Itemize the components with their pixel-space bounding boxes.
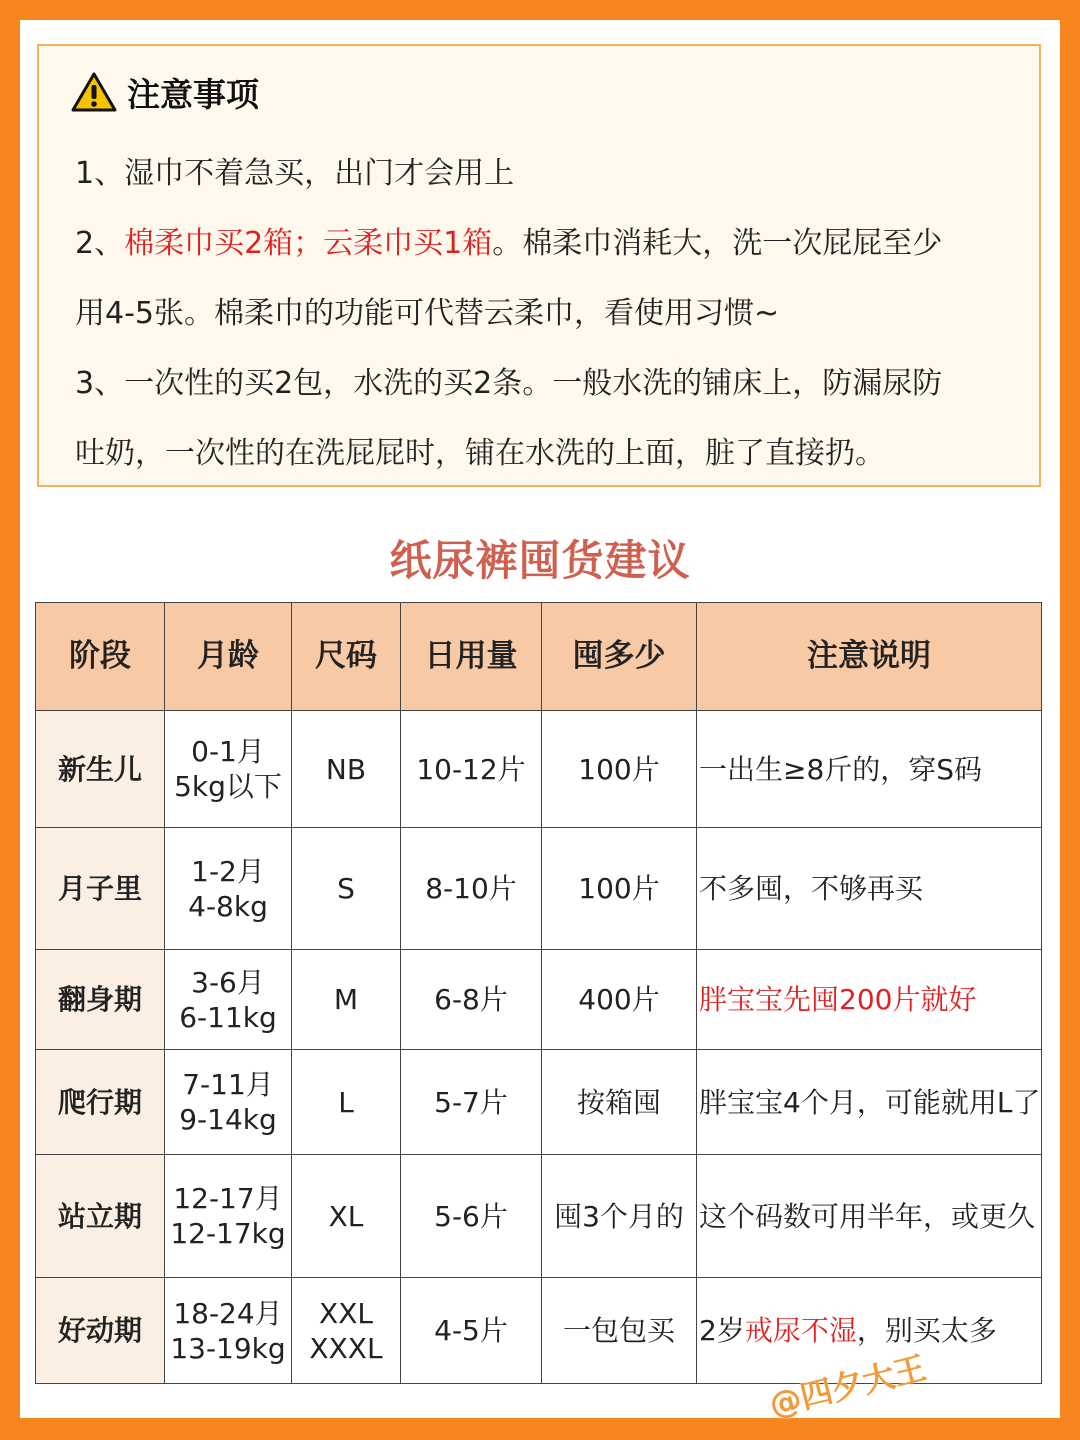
age-months: 18-24月 (173, 1296, 283, 1330)
note-highlight: 戒尿不湿 (744, 1314, 857, 1347)
cell-note (697, 1050, 1042, 1155)
age-weight: 4-8kg (188, 889, 268, 923)
age-months: 1-2月 (191, 854, 265, 888)
note-text: 胖宝宝4个月，可能就用L了 (699, 1085, 1041, 1119)
size-value: XXL (319, 1296, 373, 1330)
notice-box (37, 44, 1041, 487)
cell-note (697, 950, 1042, 1050)
age-months: 7-11月 (182, 1068, 274, 1101)
cell-stage: 翻身期 (36, 950, 165, 1050)
size-value: M (333, 983, 359, 1016)
age-weight: 6-11kg (179, 1000, 277, 1034)
cell-stock: 100片 (542, 711, 697, 828)
cell-size (292, 1050, 401, 1155)
cell-age (165, 1050, 292, 1155)
cell-age (165, 950, 292, 1050)
cell-daily: 6-8片 (401, 950, 542, 1050)
cell-stock: 按箱囤 (542, 1050, 697, 1155)
notice-item-2-rest: 。棉柔巾消耗大，洗一次屁屁至少 (492, 226, 943, 261)
cell-daily: 4-5片 (401, 1278, 542, 1384)
header-stock: 囤多少 (542, 603, 697, 711)
size-value-alt: XXXL (309, 1331, 383, 1365)
section-title: 纸尿裤囤货建议 (389, 536, 691, 585)
size-value: NB (325, 752, 367, 786)
table-row (36, 711, 1042, 828)
table-row (36, 1050, 1042, 1155)
cell-stock: 400片 (542, 950, 697, 1050)
cell-size (292, 950, 401, 1050)
author-watermark: @四夕大王 (765, 1348, 930, 1425)
cell-size (292, 828, 401, 950)
cell-size (292, 711, 401, 828)
cell-stock: 100片 (542, 828, 697, 950)
cell-stage: 爬行期 (36, 1050, 165, 1155)
cell-age (165, 1278, 292, 1384)
header-size: 尺码 (292, 603, 401, 711)
table-header-row (36, 603, 1042, 711)
header-stage: 阶段 (36, 603, 165, 711)
age-weight: 5kg以下 (174, 770, 282, 803)
notice-item-2 (75, 209, 1025, 279)
cell-note (697, 711, 1042, 828)
cell-size (292, 1278, 401, 1384)
cell-stage: 站立期 (36, 1155, 165, 1278)
age-months: 0-1月 (191, 735, 265, 768)
age-weight: 9-14kg (179, 1103, 277, 1136)
cell-age (165, 1155, 292, 1278)
diaper-stock-table (35, 602, 1042, 1384)
cell-size (292, 1155, 401, 1278)
cell-stage: 月子里 (36, 828, 165, 950)
note-text: 这个码数可用半年，或更久 (699, 1199, 1036, 1233)
cell-stage: 好动期 (36, 1278, 165, 1384)
cell-stage: 新生儿 (36, 711, 165, 828)
cell-note (697, 1155, 1042, 1278)
age-months: 3-6月 (191, 965, 265, 999)
size-value: L (338, 1085, 354, 1119)
note-text-rest: ，别买太多 (856, 1314, 997, 1347)
cell-daily: 10-12片 (401, 711, 542, 828)
notice-item-2-highlight: 棉柔巾买2箱；云柔巾买1箱 (124, 226, 493, 261)
notice-item-3-cont: 吐奶，一次性的在洗屁屁时，铺在水洗的上面，脏了直接扔。 (75, 436, 885, 471)
cell-age (165, 828, 292, 950)
notice-item-2-cont: 用4-5张。棉柔巾的功能可代替云柔巾，看使用习惯~ (75, 296, 780, 331)
header-note: 注意说明 (697, 603, 1042, 711)
notice-body (75, 139, 1025, 489)
note-text: 不多囤，不够再买 (699, 872, 924, 905)
cell-note (697, 828, 1042, 950)
age-weight: 12-17kg (170, 1217, 286, 1250)
notice-header (71, 68, 259, 116)
cell-age (165, 711, 292, 828)
size-value: XL (328, 1199, 364, 1233)
warning-icon (71, 71, 117, 113)
notice-item-3: 3、一次性的买2包，水洗的买2条。一般水洗的铺床上，防漏尿防 (75, 366, 943, 401)
note-highlight: 胖宝宝先囤200片就好 (699, 983, 977, 1016)
size-value: S (337, 872, 355, 905)
cell-stock: 一包包买 (542, 1278, 697, 1384)
cell-daily: 5-7片 (401, 1050, 542, 1155)
header-age: 月龄 (165, 603, 292, 711)
table-row (36, 828, 1042, 950)
cell-daily: 5-6片 (401, 1155, 542, 1278)
cell-daily: 8-10片 (401, 828, 542, 950)
table-row (36, 950, 1042, 1050)
notice-item-1: 1、湿巾不着急买，出门才会用上 (75, 156, 515, 191)
notice-title: 注意事项 (127, 74, 259, 114)
cell-stock: 囤3个月的 (542, 1155, 697, 1278)
notice-item-2-prefix: 2、 (75, 226, 125, 261)
note-text: 一出生≥8斤的，穿S码 (699, 752, 983, 786)
header-daily: 日用量 (401, 603, 542, 711)
page (20, 20, 1060, 1425)
age-weight: 13-19kg (170, 1331, 286, 1365)
age-months: 12-17月 (173, 1182, 283, 1215)
note-text: 2岁 (699, 1314, 745, 1347)
table-row (36, 1155, 1042, 1278)
